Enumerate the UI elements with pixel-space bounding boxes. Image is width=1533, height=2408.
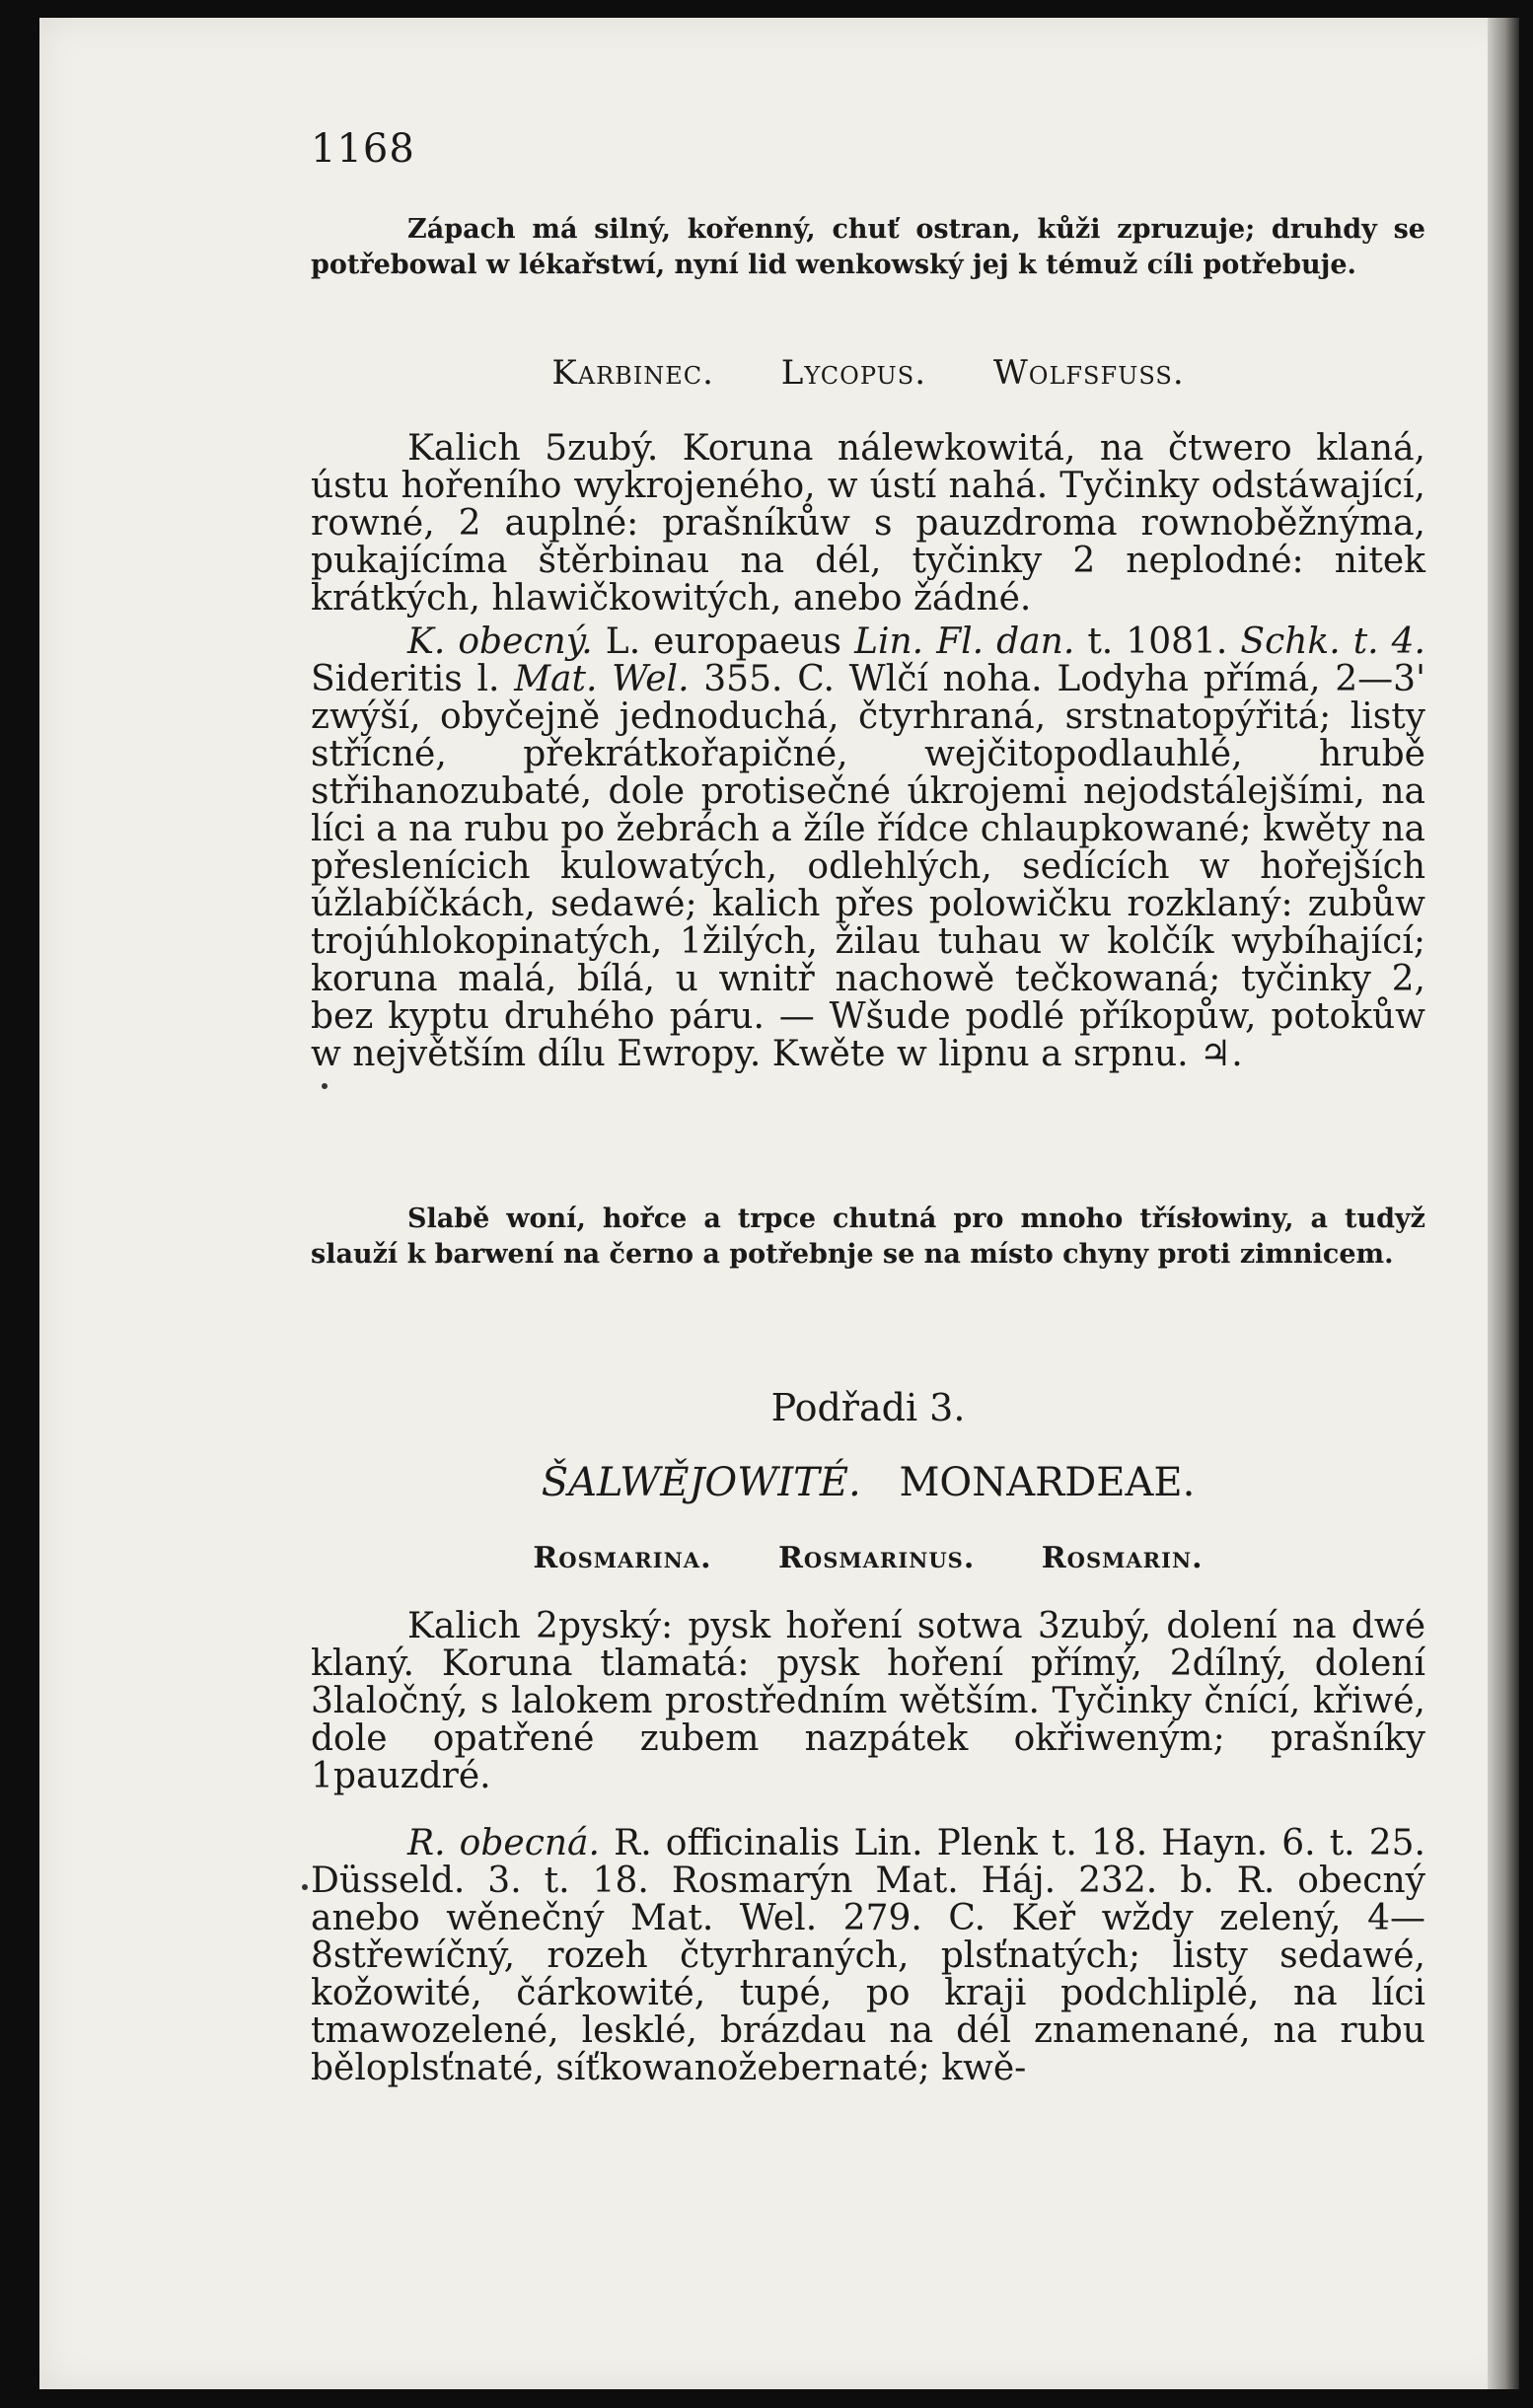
ref-mattioli: Mat. Wel. [514,659,690,699]
genus-czech-name: Rosmarina. [533,1541,712,1575]
family-czech-name: ŠALWĚJOWITÉ. [541,1460,861,1505]
intro-note [311,212,1425,283]
genus-german-name: Rosmarin. [1041,1541,1204,1575]
ref-sideritis: Sideritis l. [311,659,500,699]
ref-flora-danica: Fl. dan. [936,621,1075,662]
species-binomial: L. europaeus [605,621,842,662]
species-entry-lycopus [311,623,1425,1073]
genus-description-lycopus [311,430,1425,618]
print-speck [322,1083,328,1089]
subdivision-heading [311,1386,1425,1429]
genus-description-text: Kalich 5zubý. Koruna nálewkowitá, na čtwero klaná, ústu hořeního wykrojeného, w ústí nahá. Tyčinky odstáwající, rowné, 2 auplné: prašníkůw s pauzdroma rownoběžnýma, pukajícíma štěrbinau na dél, tyčinky 2 neplodné: nitek krátkých, hlawičkowitých, anebo žádné. [311,428,1425,619]
species-note-text: Slabě woní, hořce a trpce chutná pro mnoho třísłowiny, a tudyž slauží k barwení na černo a potřebnje se na místo chyny proti zimnicem. [311,1204,1425,1270]
genus-latin-name: Rosmarinus. [777,1541,976,1575]
genus-czech-name: Karbinec. [551,353,714,393]
genus-description-rosmarinus [311,1608,1425,1795]
page-number: 1168 [311,126,415,172]
genus-heading-rosmarinus [311,1541,1425,1575]
species-entry-rosmarinus [311,1825,1425,2087]
ref-schkuhr: Schk. t. 4. [1240,621,1426,662]
subdivision-title: Podřadi 3. [770,1386,966,1429]
page-edge-shadow [1488,18,1519,2389]
genus-german-name: Wolfsfuss. [992,353,1185,393]
species-description: Wlčí noha. Lodyha přímá, 2—3' zwýší, obyčejně jednoduchá, čtyrhraná, srstnatopýřitá; listy střícné, překrátkořapičné, wejčitopodlauhlé, hrubě střihanozubaté, dole protisečné úkrojemi nejodstálejšími, na líci a na rubu po žebrách a žíle řídce chlaupkowané; kwěty na přeslenícich kulowatých, odlehlých, sedících w hořejších úžlabíčkách, sedawé; kalich přes polowičku rozklaný: zubůw trojúhlokopinatých, 1žilých, žilau tuhau w kolčík wybíhající; koruna malá, bílá, u wnitř nachowě tečkowaná; tyčinky 2, bez kyptu druhého páru. — Wšude podlé příkopůw, potokůw w největším dílu Ewropy. Kwěte w lipnu a srpnu. ♃. [311,659,1425,1074]
species-note-lycopus [311,1202,1425,1273]
species-name: R. obecná. [407,1823,600,1863]
ref-plate: t. 1081. [1087,621,1228,662]
print-speck [302,1884,308,1890]
genus-heading-lycopus [311,353,1425,393]
ref-lin: Lin. [854,621,924,662]
intro-note-text: Zápach má silný, kořenný, chuť ostran, kůži zpruzuje; druhdy se potřebowal w lékařstwí, nyní lid wenkowský jej k témuž cíli potřebuje. [311,214,1425,280]
genus-latin-name: Lycopus. [780,353,927,393]
ref-page: 355. C. [703,659,835,699]
family-latin-name: MONARDEAE. [899,1460,1196,1505]
species-description: R. officinalis Lin. Plenk t. 18. Hayn. 6. t. 25. Düsseld. 3. t. 18. Rosmarýn Mat. Háj. 232. b. R. obecný anebo wěnečný Mat. Wel. 279. C. Keř wždy zelený, 4—8střewíčný, rozeh čtyrhraných, plsťnatých; listy sedawé, kožowité, čárkowité, tupé, po kraji podchliplé, na líci tmawozelené, lesklé, brázdau na dél znamenané, na rubu běloplsťnaté, síťkowanožebernaté; kwě- [311,1823,1425,2088]
species-name: K. obecný. [407,621,593,662]
family-heading [311,1460,1425,1505]
genus-description-text: Kalich 2pyský: pysk hoření sotwa 3zubý, dolení na dwé klaný. Koruna tlamatá: pysk hoření přímý, 2dílný, dolení 3laločný, s lalokem prostředním wětším. Tyčinky čnící, křiwé, dole opatřené zubem nazpátek okřiweným; prašníky 1pauzdré. [311,1606,1425,1796]
